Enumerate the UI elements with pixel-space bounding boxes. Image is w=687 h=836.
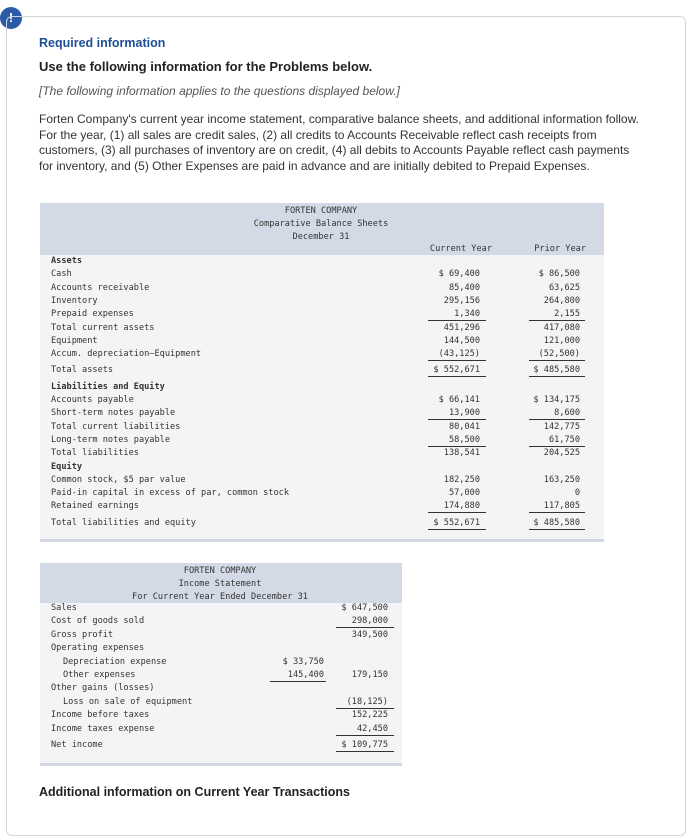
bs-col-current-year: Current Year	[429, 244, 492, 254]
is-total-column-value: 179,150	[351, 670, 388, 680]
bs-row-label: Short-term notes payable	[51, 408, 176, 419]
bs-current-year-value: 57,000	[448, 488, 480, 499]
bs-row-label: Equity	[51, 461, 83, 472]
income-statement-footer-bar	[40, 763, 402, 766]
is-underline	[336, 751, 394, 752]
bs-row-label: Total current liabilities	[51, 421, 181, 432]
bs-current-year-value: 451,296	[443, 322, 480, 333]
bs-current-year-value: 138,541	[443, 448, 480, 459]
bs-current-year-value: 13,900	[448, 408, 480, 419]
bs-row-label: Equipment	[51, 335, 98, 346]
bs-row-label: Cash	[51, 269, 72, 280]
is-underline	[336, 735, 394, 736]
required-information-heading: Required information	[39, 36, 166, 50]
bs-underline	[428, 529, 486, 530]
bs-underline	[428, 419, 486, 420]
bs-underline	[428, 512, 486, 513]
bs-prior-year-value: 61,750	[548, 434, 580, 445]
bs-underline	[529, 512, 585, 513]
is-row-label: Depreciation expense	[63, 656, 167, 667]
bs-current-year-value: 295,156	[443, 295, 480, 306]
bs-date: December 31	[292, 232, 350, 242]
bs-underline	[529, 529, 585, 530]
bs-prior-year-value: (52,500)	[538, 349, 580, 360]
bs-prior-year-value: 63,625	[548, 282, 580, 293]
bs-underline	[529, 320, 585, 321]
bs-row-label: Long-term notes payable	[51, 434, 170, 445]
bs-current-year-value: 1,340	[454, 309, 480, 320]
is-subtotal-column-value: 145,400	[287, 670, 324, 680]
bs-row-label: Liabilities and Equity	[51, 381, 165, 392]
bs-row-label: Prepaid expenses	[51, 309, 134, 320]
bs-current-year-value: $ 66,141	[438, 395, 480, 405]
bs-underline	[529, 419, 585, 420]
bs-prior-year-value: 121,000	[543, 335, 580, 346]
bs-row-label: Inventory	[51, 295, 98, 306]
bs-col-prior-year: Prior Year	[534, 244, 586, 254]
bs-row-label: Total liabilities and equity	[51, 517, 196, 528]
is-row-label: Income taxes expense	[51, 723, 155, 734]
bs-underline	[428, 360, 486, 361]
bs-prior-year-value: $ 485,580	[533, 365, 580, 376]
bs-underline	[529, 360, 585, 361]
is-subtotal-column-value: $ 33,750	[282, 656, 324, 667]
is-row-label: Cost of goods sold	[51, 616, 145, 627]
is-title: Income Statement	[178, 579, 262, 589]
is-row-label: Other expenses	[63, 670, 136, 680]
bs-row-label: Common stock, $5 par value	[51, 474, 186, 485]
bs-underline	[428, 376, 486, 377]
bs-current-year-value: 80,041	[448, 421, 480, 432]
is-row-label: Other gains (losses)	[51, 683, 155, 694]
bs-current-year-value: 58,500	[448, 434, 480, 445]
is-underline	[270, 681, 326, 682]
bs-prior-year-value: $ 134,175	[533, 395, 580, 405]
applies-note: [The following information applies to the questions displayed below.]	[39, 84, 400, 98]
is-total-column-value: $ 109,775	[341, 740, 388, 750]
problem-description: Forten Company's current year income statement, comparative balance sheets, and additional information follow. For the year, (1) all sales are credit sales, (2) all credits to Accounts Receivable reflect cash receipts from customers, (3) all purchases of inventory are on credit, (4) all debits to Accounts Payable reflect cash payments for inventory, and (5) Other Expenses are paid in advance and are initially debited to Prepaid Expenses.	[39, 112, 639, 173]
bs-current-year-value: $ 552,671	[433, 365, 480, 376]
bs-row-label: Total current assets	[51, 322, 155, 333]
bs-prior-year-value: 264,800	[543, 295, 580, 306]
bs-prior-year-value: 417,080	[543, 322, 580, 333]
bs-current-year-value: 85,400	[448, 282, 480, 293]
alert-icon: !	[0, 7, 22, 29]
bs-underline	[428, 320, 486, 321]
is-total-column-value: 298,000	[351, 616, 388, 627]
is-row-label: Operating expenses	[51, 643, 145, 654]
bs-current-year-value: (43,125)	[438, 349, 480, 360]
balance-sheet-footer-bar	[40, 539, 604, 542]
bs-row-label: Retained earnings	[51, 501, 139, 512]
bs-prior-year-value: 0	[574, 488, 580, 499]
bs-underline	[529, 376, 585, 377]
bs-row-label: Paid-in capital in excess of par, common stock	[51, 488, 289, 499]
bs-row-label: Assets	[51, 256, 83, 266]
bs-current-year-value: 174,880	[443, 501, 480, 512]
bs-prior-year-value: 142,775	[543, 421, 580, 432]
bs-title: Comparative Balance Sheets	[253, 219, 389, 229]
is-underline	[336, 627, 394, 628]
is-row-label: Sales	[51, 603, 77, 613]
is-underline	[336, 708, 394, 709]
is-period: For Current Year Ended December 31	[132, 592, 308, 602]
is-row-label: Gross profit	[51, 629, 114, 640]
bs-row-label: Total liabilities	[51, 448, 139, 459]
bs-prior-year-value: $ 485,580	[533, 517, 580, 528]
bs-underline	[529, 446, 585, 447]
additional-information-heading: Additional information on Current Year Transactions	[39, 785, 350, 799]
bs-row-label: Accum. depreciation—Equipment	[51, 349, 202, 360]
bs-prior-year-value: $ 86,500	[538, 269, 580, 280]
bs-row-label: Accounts payable	[51, 395, 134, 405]
bs-row-label: Accounts receivable	[51, 282, 150, 293]
is-total-column-value: 349,500	[351, 629, 388, 640]
is-total-column-value: (18,125)	[346, 696, 388, 707]
is-total-column-value: $ 647,500	[341, 603, 388, 613]
bs-underline	[428, 446, 486, 447]
bs-prior-year-value: 163,250	[543, 474, 580, 485]
bs-current-year-value: 144,500	[443, 335, 480, 346]
is-row-label: Net income	[51, 740, 103, 750]
bs-prior-year-value: 8,600	[554, 408, 580, 419]
bs-company-name: FORTEN COMPANY	[284, 206, 358, 216]
bs-current-year-value: $ 69,400	[438, 269, 480, 280]
is-total-column-value: 152,225	[351, 710, 388, 721]
bs-current-year-value: $ 552,671	[433, 517, 480, 528]
bs-prior-year-value: 204,525	[543, 448, 580, 459]
bs-prior-year-value: 117,805	[543, 501, 580, 512]
bs-row-label: Total assets	[51, 365, 114, 376]
is-row-label: Income before taxes	[51, 710, 150, 721]
is-total-column-value: 42,450	[356, 723, 388, 734]
bs-current-year-value: 182,250	[443, 474, 480, 485]
is-company-name: FORTEN COMPANY	[183, 566, 257, 576]
bs-prior-year-value: 2,155	[554, 309, 580, 320]
is-row-label: Loss on sale of equipment	[63, 696, 193, 707]
instructions-heading: Use the following information for the Problems below.	[39, 59, 373, 74]
